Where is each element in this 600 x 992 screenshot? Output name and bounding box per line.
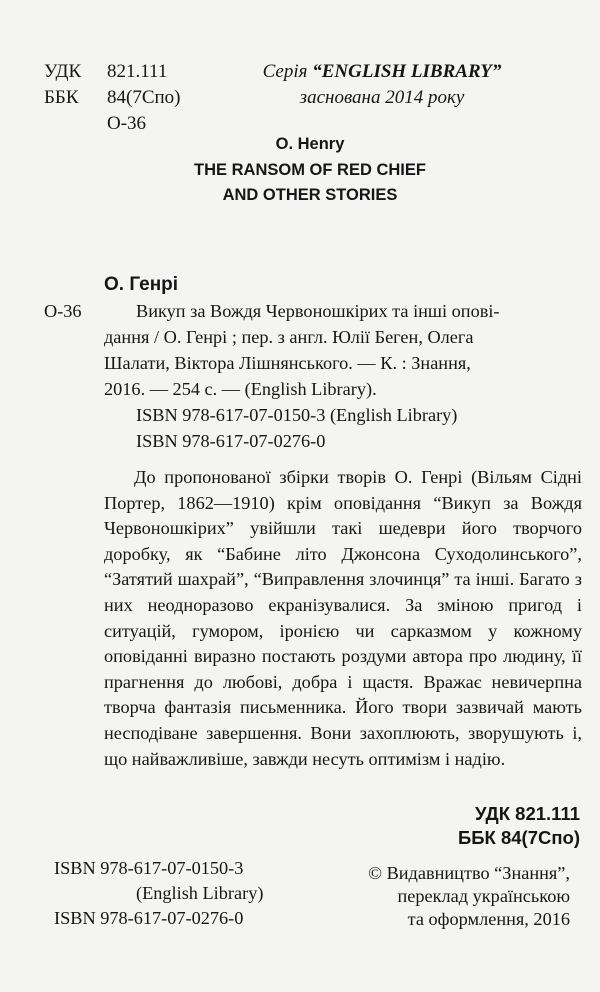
bbk-value: 84(7Спо) [107, 87, 181, 108]
annotation [104, 465, 582, 772]
record-isbn-2: ISBN 978-617-07-0276-0 [136, 431, 326, 451]
copyright-line-3: та оформлення, 2016 [407, 909, 570, 929]
footer-isbn-1-note: (English Library) [136, 883, 264, 903]
udk-code: УДК 821.111 [474, 803, 580, 824]
series-founded: заснована 2014 року [299, 87, 465, 108]
record-line-3: Шалати, Віктора Лішнянського. — К. : Знання, [104, 353, 471, 373]
record-line-2: дання / О. Генрі ; пер. з англ. Юлії Беген, Олега [104, 327, 474, 347]
udk-label: УДК [44, 61, 82, 82]
footer-isbn-2: ISBN 978-617-07-0276-0 [54, 908, 244, 928]
record-line-4: 2016. — 254 с. — (English Library). [104, 379, 377, 399]
record-heading: О. Генрі [104, 274, 179, 295]
annotation-text: До пропонованої збірки творів О. Генрі (Вільям Сідні Портер, 1862—1910) крім оповідання “Викуп за Вождя Червоношкірих” увійшли такі шедеври його творчого доробку, як “Бабине літо Джонсона Суходолинського”, “Затятий шахрай”, “Виправлення злочинця” та інші. Багато з них неодноразово екранізувалися. За зміною пригод і ситуацій, гумором, іронією чи сарказмом у кожному оповіданні виразно постають роздуми автора про людину, її прагнення до любові, добра і щастя. Вражає невичерпна творча фантазія письменника. Його твори зазвичай мають несподіване завершення. Вони захоплюють, зворушують і, що найважливіше, завжди несуть оптимізм і надію. [104, 467, 582, 769]
copyright-line-1: © Видавництво “Знання”, [368, 863, 570, 883]
series-prefix: Серія [262, 61, 313, 82]
series-name: “ENGLISH LIBRARY” [312, 61, 502, 82]
original-title-line1: THE RANSOM OF RED CHIEF [194, 161, 426, 179]
original-title-line2: AND OTHER STORIES [222, 186, 398, 204]
original-author: O. Henry [275, 135, 345, 153]
bbk-label: ББК [44, 87, 79, 108]
author-mark-top: О-36 [107, 113, 147, 134]
bbk-code: ББК 84(7Спо) [457, 827, 580, 848]
footer-isbn-1: ISBN 978-617-07-0150-3 [54, 858, 244, 878]
record-isbn-1: ISBN 978-617-07-0150-3 (English Library) [136, 405, 458, 425]
udk-value: 821.111 [107, 61, 168, 82]
author-mark: О-36 [44, 301, 82, 321]
copyright-line-2: переклад українською [397, 886, 570, 906]
record-line-1: Викуп за Вождя Червоношкірих та інші опові- [136, 301, 500, 321]
series-title [232, 60, 532, 84]
